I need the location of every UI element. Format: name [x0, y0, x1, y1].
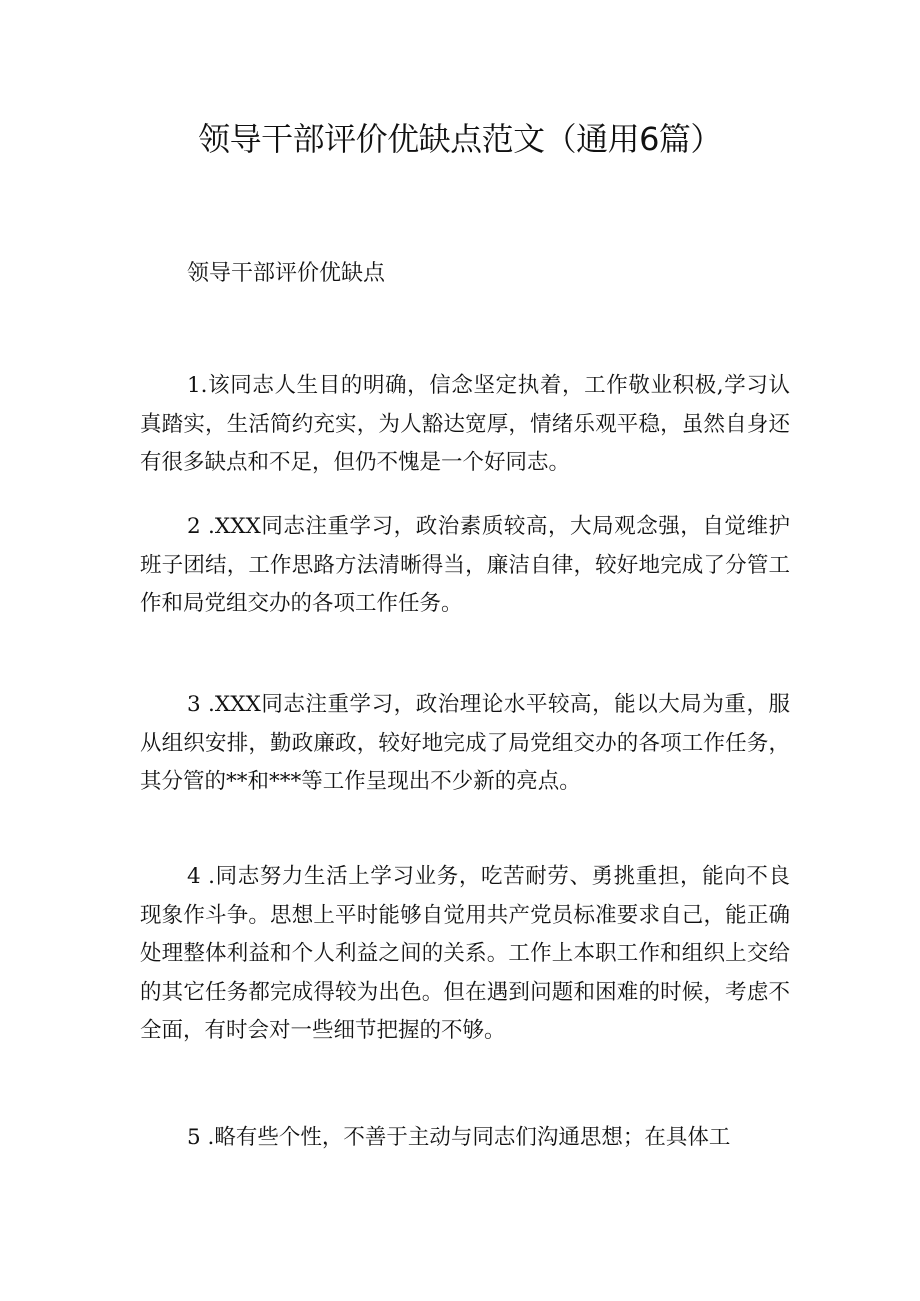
- document-title: 领导干部评价优缺点范文（通用6篇）: [198, 120, 722, 158]
- paragraph-4: 4 .同志努力生活上学习业务，吃苦耐劳、勇挑重担，能向不良现象作斗争。思想上平时能够自觉用共产党员标准要求自己，能正确处理整体利益和个人利益之间的关系。工作上本职工作和组织上交给的其它任务都完成得较为出色。但在遇到问题和困难的时候，考虑不全面，有时会对一些细节把握的不够。: [140, 864, 790, 1043]
- paragraph-2: 2 .XXX同志注重学习，政治素质较高，大局观念强，自觉维护班子团结，工作思路方法清晰得当，廉洁自律，较好地完成了分管工作和局党组交办的各项工作任务。: [140, 514, 790, 616]
- section-heading: 领导干部评价优缺点: [187, 261, 386, 286]
- paragraph-1: 1.该同志人生目的明确，信念坚定执着，工作敬业积极,学习认真踏实，生活简约充实，为人豁达宽厚，情绪乐观平稳，虽然自身还有很多缺点和不足，但仍不愧是一个好同志。: [140, 373, 790, 475]
- paragraph-5: 5 .略有些个性，不善于主动与同志们沟通思想；在具体工: [187, 1125, 731, 1150]
- paragraph-3: 3 .XXX同志注重学习，政治理论水平较高，能以大局为重，服从组织安排，勤政廉政，较好地完成了局党组交办的各项工作任务，其分管的**和***等工作呈现出不少新的亮点。: [140, 692, 790, 794]
